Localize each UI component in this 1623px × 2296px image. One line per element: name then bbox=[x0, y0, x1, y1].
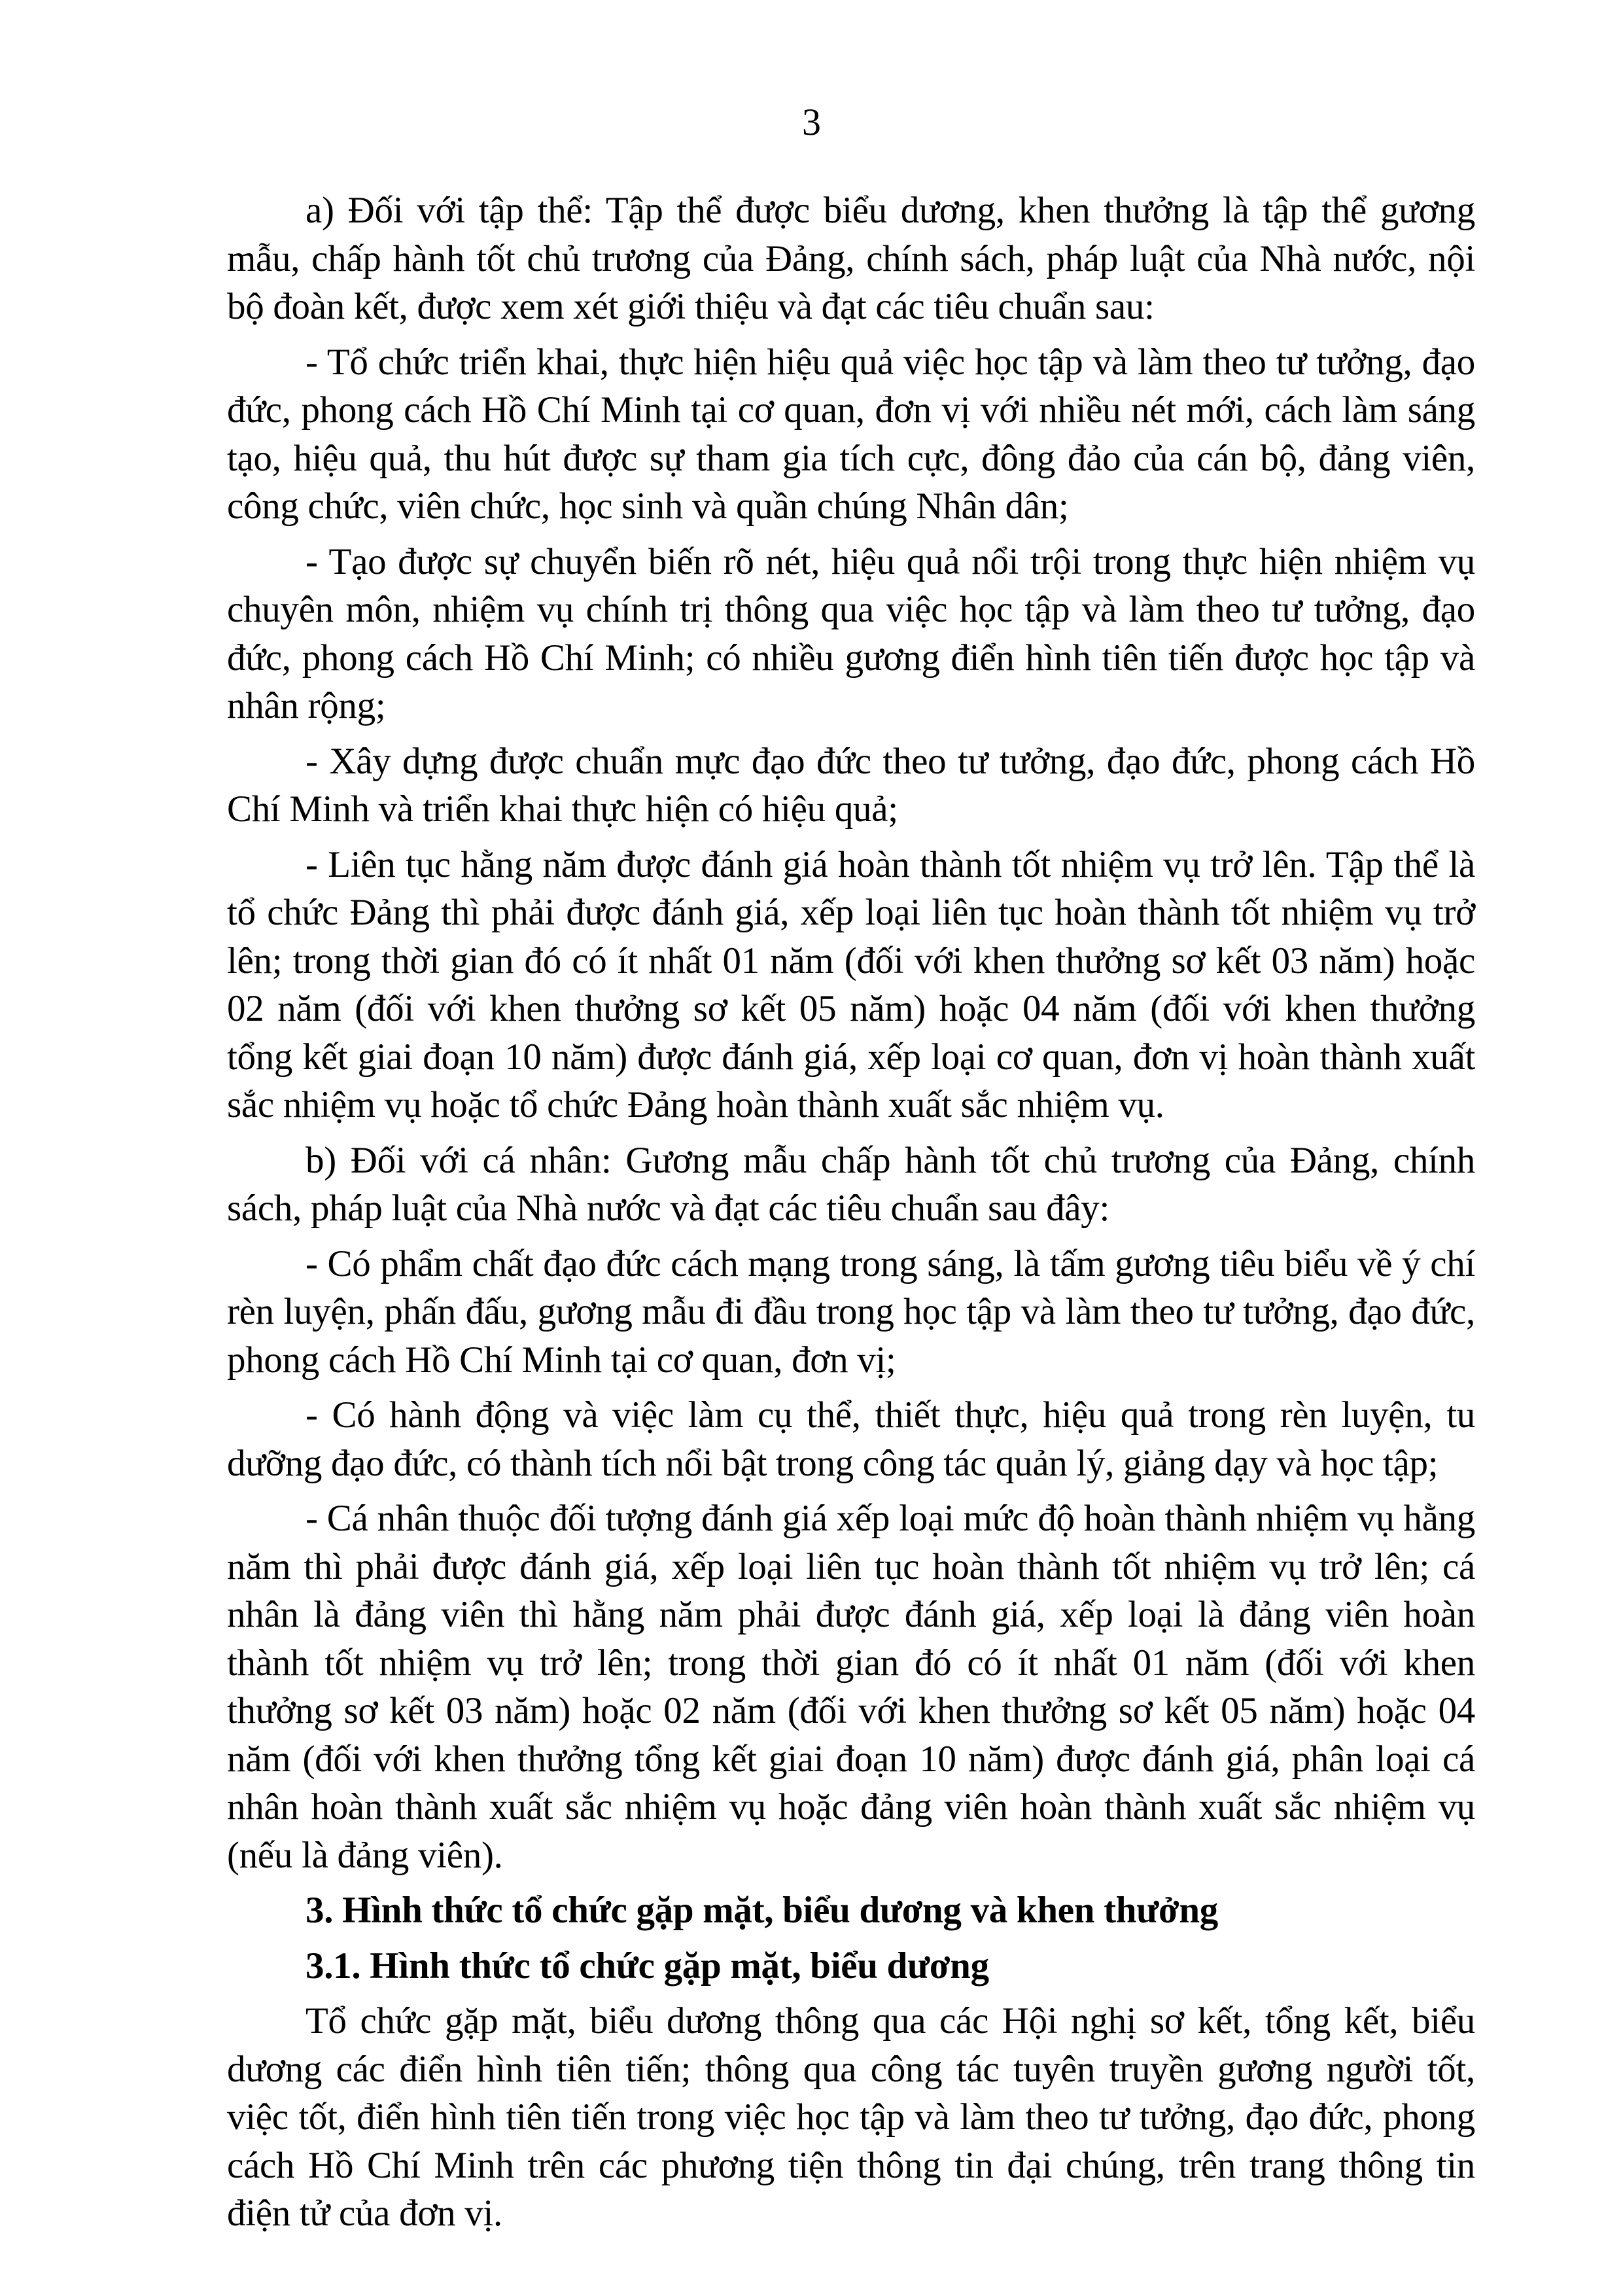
paragraph-meeting-format: Tổ chức gặp mặt, biểu dương thông qua các Hội nghị sơ kết, tổng kết, biểu dương các điển hình tiên tiến; thông qua công tác tuyên truyền gương người tốt, việc tốt, điển hình tiên tiến trong việc học tập và làm theo tư tưởng, đạo đức, phong cách Hồ Chí Minh trên các phương tiện thông tin đại chúng, trên trang thông tin điện tử của đơn vị. bbox=[227, 2000, 1475, 2234]
paragraph-collective-criteria-intro: a) Đối với tập thể: Tập thể được biểu dương, khen thưởng là tập thể gương mẫu, chấp hành tốt chủ trương của Đảng, chính sách, pháp luật của Nhà nước, nội bộ đoàn kết, được xem xét giới thiệu và đạt các tiêu chuẩn sau: bbox=[227, 190, 1475, 327]
page-number: 3 bbox=[802, 101, 821, 143]
paragraph-individual-criteria-intro: b) Đối với cá nhân: Gương mẫu chấp hành tốt chủ trương của Đảng, chính sách, pháp luật của Nhà nước và đạt các tiêu chuẩn sau đây: bbox=[227, 1139, 1475, 1229]
paragraph-collective-criterion-1: - Tổ chức triển khai, thực hiện hiệu quả việc học tập và làm theo tư tưởng, đạo đức, phong cách Hồ Chí Minh tại cơ quan, đơn vị với nhiều nét mới, cách làm sáng tạo, hiệu quả, thu hút được sự tham gia tích cực, đông đảo của cán bộ, đảng viên, công chức, viên chức, học sinh và quần chúng Nhân dân; bbox=[227, 341, 1475, 527]
paragraph-individual-criterion-3: - Cá nhân thuộc đối tượng đánh giá xếp loại mức độ hoàn thành nhiệm vụ hằng năm thì phải được đánh giá, xếp loại liên tục hoàn thành tốt nhiệm vụ trở lên; cá nhân là đảng viên thì hằng năm phải được đánh giá, xếp loại là đảng viên hoàn thành tốt nhiệm vụ trở lên; trong thời gian đó có ít nhất 01 năm (đối với khen thưởng sơ kết 03 năm) hoặc 02 năm (đối với khen thưởng sơ kết 05 năm) hoặc 04 năm (đối với khen thưởng tổng kết giai đoạn 10 năm) được đánh giá, phân loại cá nhân hoàn thành xuất sắc nhiệm vụ hoặc đảng viên hoàn thành xuất sắc nhiệm vụ (nếu là đảng viên). bbox=[227, 1498, 1475, 1876]
section-heading-3-1: 3.1. Hình thức tổ chức gặp mặt, biểu dương bbox=[305, 1945, 989, 1987]
document-body bbox=[227, 186, 1475, 2245]
paragraph-individual-criterion-2: - Có hành động và việc làm cụ thể, thiết thực, hiệu quả trong rèn luyện, tu dưỡng đạo đức, có thành tích nổi bật trong công tác quản lý, giảng dạy và học tập; bbox=[227, 1394, 1475, 1484]
paragraph-collective-criterion-2: - Tạo được sự chuyển biến rõ nét, hiệu quả nổi trội trong thực hiện nhiệm vụ chuyên môn, nhiệm vụ chính trị thông qua việc học tập và làm theo tư tưởng, đạo đức, phong cách Hồ Chí Minh; có nhiều gương điển hình tiên tiến được học tập và nhân rộng; bbox=[227, 540, 1475, 726]
paragraph-individual-criterion-1: - Có phẩm chất đạo đức cách mạng trong sáng, là tấm gương tiêu biểu về ý chí rèn luyện, phấn đấu, gương mẫu đi đầu trong học tập và làm theo tư tưởng, đạo đức, phong cách Hồ Chí Minh tại cơ quan, đơn vị; bbox=[227, 1243, 1475, 1381]
section-heading-3: 3. Hình thức tổ chức gặp mặt, biểu dương và khen thưởng bbox=[305, 1890, 1218, 1931]
paragraph-collective-criterion-3: - Xây dựng được chuẩn mực đạo đức theo tư tưởng, đạo đức, phong cách Hồ Chí Minh và triển khai thực hiện có hiệu quả; bbox=[227, 740, 1475, 830]
paragraph-collective-criterion-4: - Liên tục hằng năm được đánh giá hoàn thành tốt nhiệm vụ trở lên. Tập thể là tổ chức Đảng thì phải được đánh giá, xếp loại liên tục hoàn thành tốt nhiệm vụ trở lên; trong thời gian đó có ít nhất 01 năm (đối với khen thưởng sơ kết 03 năm) hoặc 02 năm (đối với khen thưởng sơ kết 05 năm) hoặc 04 năm (đối với khen thưởng tổng kết giai đoạn 10 năm) được đánh giá, xếp loại cơ quan, đơn vị hoàn thành xuất sắc nhiệm vụ hoặc tổ chức Đảng hoàn thành xuất sắc nhiệm vụ. bbox=[227, 843, 1475, 1125]
